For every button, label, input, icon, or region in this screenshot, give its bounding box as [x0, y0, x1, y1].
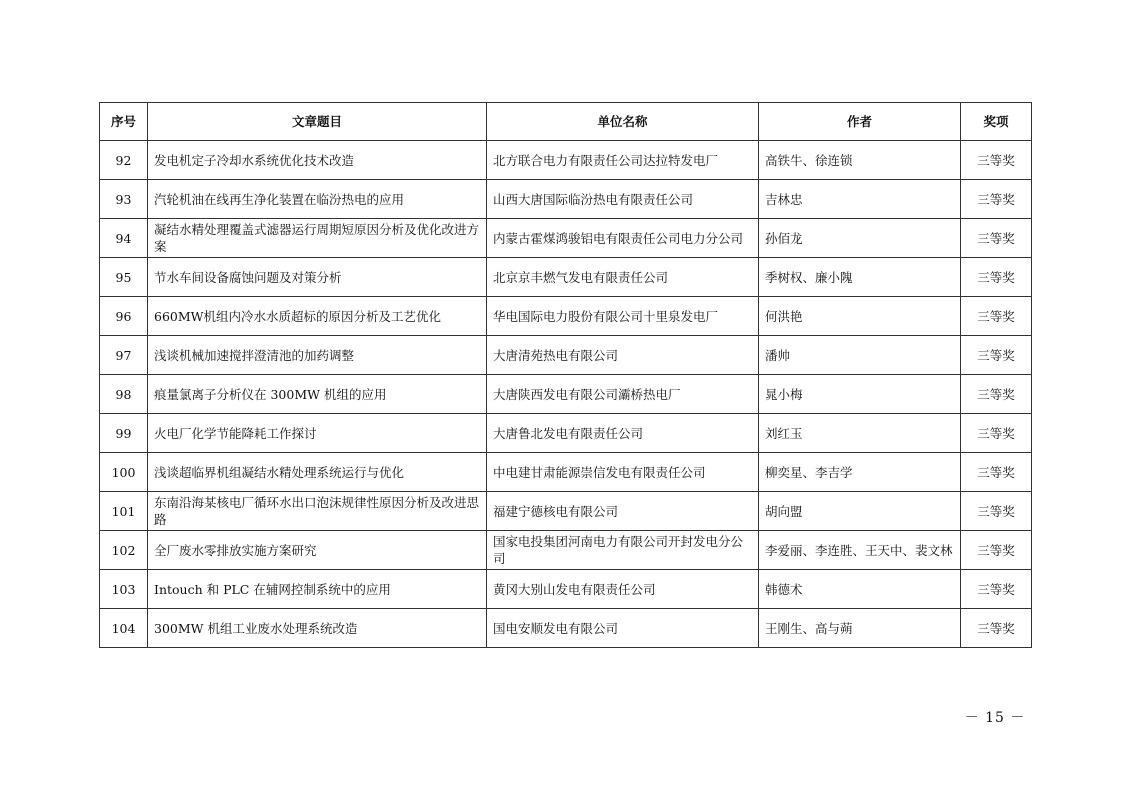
unit-name: 国家电投集团河南电力有限公司开封发电分公司 [487, 531, 759, 570]
unit-name: 黄冈大别山发电有限责任公司 [487, 570, 759, 609]
award-level: 三等奖 [961, 219, 1032, 258]
author-names: 吉林忠 [759, 180, 961, 219]
author-names: 晁小梅 [759, 375, 961, 414]
article-title: 凝结水精处理覆盖式滤器运行周期短原因分析及优化改进方案 [148, 219, 487, 258]
table-row [100, 375, 1032, 414]
table-row [100, 531, 1032, 570]
article-title: 节水车间设备腐蚀问题及对策分析 [148, 258, 487, 297]
unit-name: 内蒙古霍煤鸿骏铝电有限责任公司电力分公司 [487, 219, 759, 258]
table-header [100, 103, 1032, 141]
row-number: 100 [100, 453, 148, 492]
author-names: 季树权、廉小隗 [759, 258, 961, 297]
unit-name: 山西大唐国际临汾热电有限责任公司 [487, 180, 759, 219]
unit-name: 华电国际电力股份有限公司十里泉发电厂 [487, 297, 759, 336]
article-title: 东南沿海某核电厂循环水出口泡沫规律性原因分析及改进思路 [148, 492, 487, 531]
table-row [100, 258, 1032, 297]
author-names: 刘红玉 [759, 414, 961, 453]
row-number: 94 [100, 219, 148, 258]
row-number: 95 [100, 258, 148, 297]
author-names: 孙佰龙 [759, 219, 961, 258]
author-names: 何洪艳 [759, 297, 961, 336]
author-names: 柳奕星、李吉学 [759, 453, 961, 492]
author-names: 胡向盟 [759, 492, 961, 531]
award-level: 三等奖 [961, 570, 1032, 609]
row-number: 99 [100, 414, 148, 453]
unit-name: 中电建甘肃能源崇信发电有限责任公司 [487, 453, 759, 492]
table-row [100, 570, 1032, 609]
header-row [100, 103, 1032, 141]
table-row [100, 492, 1032, 531]
author-names: 王刚生、高与蒴 [759, 609, 961, 648]
table-row [100, 219, 1032, 258]
author-names: 李爱丽、李连胜、王天中、裴文林 [759, 531, 961, 570]
row-number: 98 [100, 375, 148, 414]
row-number: 92 [100, 141, 148, 180]
table-row [100, 141, 1032, 180]
article-title: 汽轮机油在线再生净化装置在临汾热电的应用 [148, 180, 487, 219]
row-number: 101 [100, 492, 148, 531]
page-number: － 15 － [964, 710, 1026, 726]
award-level: 三等奖 [961, 609, 1032, 648]
table-row [100, 336, 1032, 375]
row-number: 97 [100, 336, 148, 375]
table-row [100, 297, 1032, 336]
award-level: 三等奖 [961, 258, 1032, 297]
row-number: 96 [100, 297, 148, 336]
author-names: 韩德术 [759, 570, 961, 609]
row-number: 93 [100, 180, 148, 219]
table-row [100, 180, 1032, 219]
row-number: 103 [100, 570, 148, 609]
article-title: 浅谈超临界机组凝结水精处理系统运行与优化 [148, 453, 487, 492]
article-title: 300MW 机组工业废水处理系统改造 [148, 609, 487, 648]
award-level: 三等奖 [961, 336, 1032, 375]
unit-name: 大唐鲁北发电有限责任公司 [487, 414, 759, 453]
article-title: 全厂废水零排放实施方案研究 [148, 531, 487, 570]
unit-name: 北京京丰燃气发电有限责任公司 [487, 258, 759, 297]
article-title: 发电机定子冷却水系统优化技术改造 [148, 141, 487, 180]
row-number: 102 [100, 531, 148, 570]
unit-name: 福建宁德核电有限公司 [487, 492, 759, 531]
article-title: 浅谈机械加速搅拌澄清池的加药调整 [148, 336, 487, 375]
awards-table [99, 102, 1032, 648]
header-author: 作者 [759, 103, 961, 141]
unit-name: 大唐陕西发电有限公司灞桥热电厂 [487, 375, 759, 414]
award-level: 三等奖 [961, 453, 1032, 492]
header-unit: 单位名称 [487, 103, 759, 141]
award-level: 三等奖 [961, 531, 1032, 570]
award-level: 三等奖 [961, 492, 1032, 531]
header-num: 序号 [100, 103, 148, 141]
unit-name: 国电安顺发电有限公司 [487, 609, 759, 648]
table-row [100, 609, 1032, 648]
author-names: 潘帅 [759, 336, 961, 375]
author-names: 高铁牛、徐连锁 [759, 141, 961, 180]
award-level: 三等奖 [961, 180, 1032, 219]
article-title: 660MW机组内冷水水质超标的原因分析及工艺优化 [148, 297, 487, 336]
header-award: 奖项 [961, 103, 1032, 141]
award-level: 三等奖 [961, 414, 1032, 453]
table-row [100, 453, 1032, 492]
table-row [100, 414, 1032, 453]
award-level: 三等奖 [961, 375, 1032, 414]
unit-name: 北方联合电力有限责任公司达拉特发电厂 [487, 141, 759, 180]
article-title: 痕量氯离子分析仪在 300MW 机组的应用 [148, 375, 487, 414]
header-title: 文章题目 [148, 103, 487, 141]
row-number: 104 [100, 609, 148, 648]
award-level: 三等奖 [961, 141, 1032, 180]
article-title: 火电厂化学节能降耗工作探讨 [148, 414, 487, 453]
award-level: 三等奖 [961, 297, 1032, 336]
table-body [100, 141, 1032, 648]
unit-name: 大唐清苑热电有限公司 [487, 336, 759, 375]
article-title: Intouch 和 PLC 在辅网控制系统中的应用 [148, 570, 487, 609]
